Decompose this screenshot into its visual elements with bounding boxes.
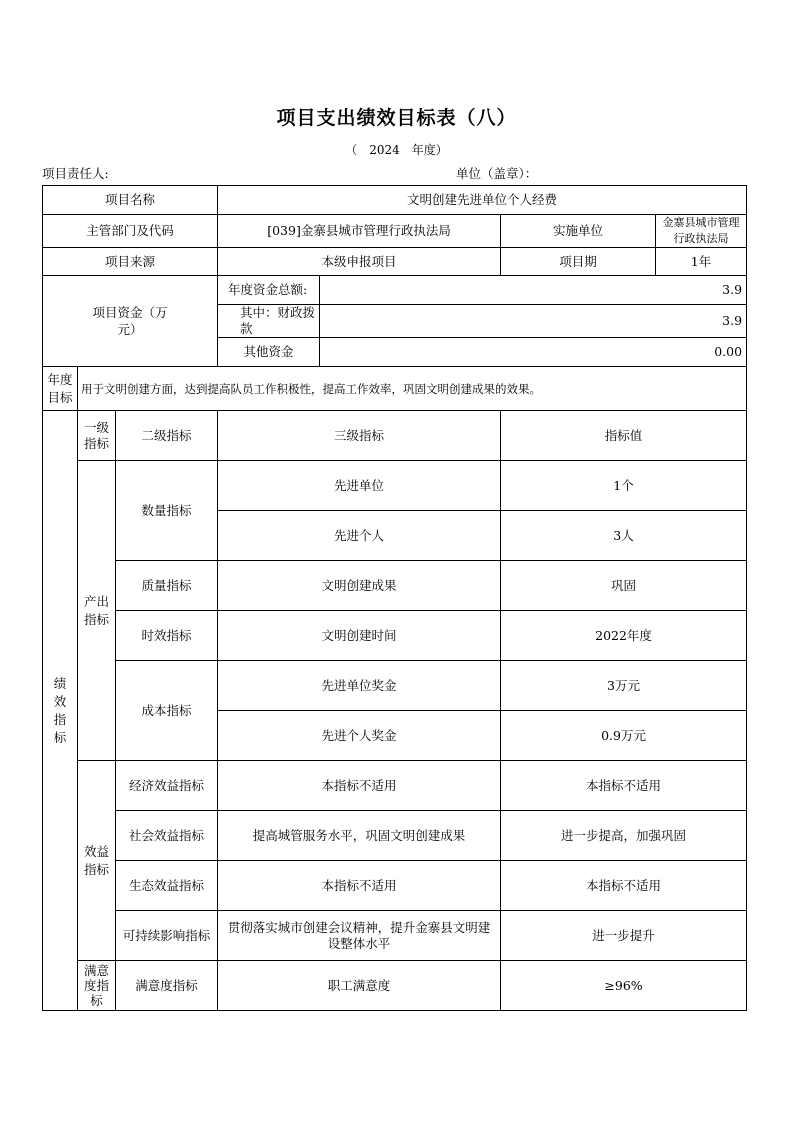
- quantity-indicator-label: 数量指标: [116, 461, 218, 561]
- period-value: 1年: [656, 248, 747, 276]
- page-title: 项目支出绩效目标表（八）: [276, 107, 517, 129]
- table-row: [43, 611, 747, 661]
- level3-cell: 本指标不适用: [218, 761, 501, 811]
- impl-unit-label: 实施单位: [501, 215, 656, 248]
- table-row: [43, 811, 747, 861]
- cost-indicator-label: 成本指标: [116, 661, 218, 761]
- level3-cell: 职工满意度: [218, 961, 501, 1011]
- table-row: [43, 661, 747, 711]
- level3-cell: 本指标不适用: [218, 861, 501, 911]
- unit-seal-label: 单位（盖章）：: [456, 166, 538, 181]
- value-cell: 3人: [501, 511, 747, 561]
- level3-cell: 先进个人: [218, 511, 501, 561]
- funds-other-label: 其他资金: [218, 338, 320, 367]
- annual-goal-row: [43, 367, 747, 411]
- value-cell: 1个: [501, 461, 747, 511]
- responsible-person-label: 项目责任人:: [42, 166, 109, 181]
- project-name-row: [43, 186, 747, 215]
- fiscal-year: （ 2024 年度）: [345, 143, 448, 157]
- satisfaction-indicator-label-text: 满意度指标: [83, 963, 109, 1008]
- time-indicator-label: 时效指标: [116, 611, 218, 661]
- perf-indicator-label: [43, 411, 78, 1011]
- value-cell: 0.9万元: [501, 711, 747, 761]
- value-cell: 进一步提高，加强巩固: [501, 811, 747, 861]
- value-cell: 3万元: [501, 661, 747, 711]
- source-label: 项目来源: [43, 248, 218, 276]
- value-cell: 2022年度: [501, 611, 747, 661]
- funds-label-text: 项目资金（万元）: [92, 305, 168, 337]
- level1-header: [78, 411, 116, 461]
- level2-header: 二级指标: [116, 411, 218, 461]
- value-cell: 本指标不适用: [501, 761, 747, 811]
- level2-cell: 社会效益指标: [116, 811, 218, 861]
- level3-cell: 文明创建成果: [218, 561, 501, 611]
- dept-value: [039]金寨县城市管理行政执法局: [218, 215, 501, 248]
- level3-header: 三级指标: [218, 411, 501, 461]
- level3-cell: 文明创建时间: [218, 611, 501, 661]
- table-row: [43, 561, 747, 611]
- output-indicator-label: [78, 461, 116, 761]
- annual-goal-label: [43, 367, 78, 411]
- satisfaction-indicator-label: [78, 961, 116, 1011]
- dept-label: 主管部门及代码: [43, 215, 218, 248]
- level2-cell: 生态效益指标: [116, 861, 218, 911]
- benefit-indicator-label: [78, 761, 116, 961]
- table-row: [43, 961, 747, 1011]
- department-row: [43, 215, 747, 248]
- annual-goal-label-text: 年度目标: [47, 371, 73, 405]
- funds-other-value: 0.00: [320, 338, 747, 367]
- annual-goal-text: 用于文明创建方面，达到提高队员工作积极性，提高工作效率，巩固文明创建成果的效果。: [78, 367, 747, 411]
- value-cell: 巩固: [501, 561, 747, 611]
- table-row: [43, 911, 747, 961]
- level2-cell: 经济效益指标: [116, 761, 218, 811]
- project-name-label: 项目名称: [43, 186, 218, 215]
- value-cell: 进一步提升: [501, 911, 747, 961]
- funds-label: [43, 276, 218, 367]
- funds-fiscal-value: 3.9: [320, 305, 747, 338]
- indicator-header-row: [43, 411, 747, 461]
- funds-total-value: 3.9: [320, 276, 747, 305]
- level3-cell: 贯彻落实城市创建会议精神，提升金寨县文明建设整体水平: [218, 911, 501, 961]
- level3-cell: 先进单位奖金: [218, 661, 501, 711]
- source-row: [43, 248, 747, 276]
- level3-cell: 提高城管服务水平，巩固文明创建成果: [218, 811, 501, 861]
- table-row: [43, 761, 747, 811]
- level3-cell: 先进单位: [218, 461, 501, 511]
- funds-total-label: 年度资金总额:: [218, 276, 320, 305]
- level2-cell: 可持续影响指标: [116, 911, 218, 961]
- perf-indicator-label-text: 绩效指标: [53, 675, 67, 745]
- output-indicator-label-text: 产出指标: [83, 593, 109, 627]
- level2-cell: 满意度指标: [116, 961, 218, 1011]
- funds-fiscal-label: 其中：财政拨款: [218, 305, 320, 338]
- quality-indicator-label: 质量指标: [116, 561, 218, 611]
- table-row: [43, 861, 747, 911]
- period-label: 项目期: [501, 248, 656, 276]
- impl-unit-value: 金寨县城市管理行政执法局: [656, 215, 747, 248]
- source-value: 本级申报项目: [218, 248, 501, 276]
- value-cell: ≥96%: [501, 961, 747, 1011]
- performance-target-table: [42, 185, 747, 1011]
- value-header: 指标值: [501, 411, 747, 461]
- funds-total-row: [43, 276, 747, 305]
- value-cell: 本指标不适用: [501, 861, 747, 911]
- level1-header-text: 一级指标: [83, 419, 109, 451]
- level3-cell: 先进个人奖金: [218, 711, 501, 761]
- table-row: [43, 461, 747, 511]
- project-name-value: 文明创建先进单位个人经费: [218, 186, 747, 215]
- benefit-indicator-label-text: 效益指标: [83, 843, 109, 877]
